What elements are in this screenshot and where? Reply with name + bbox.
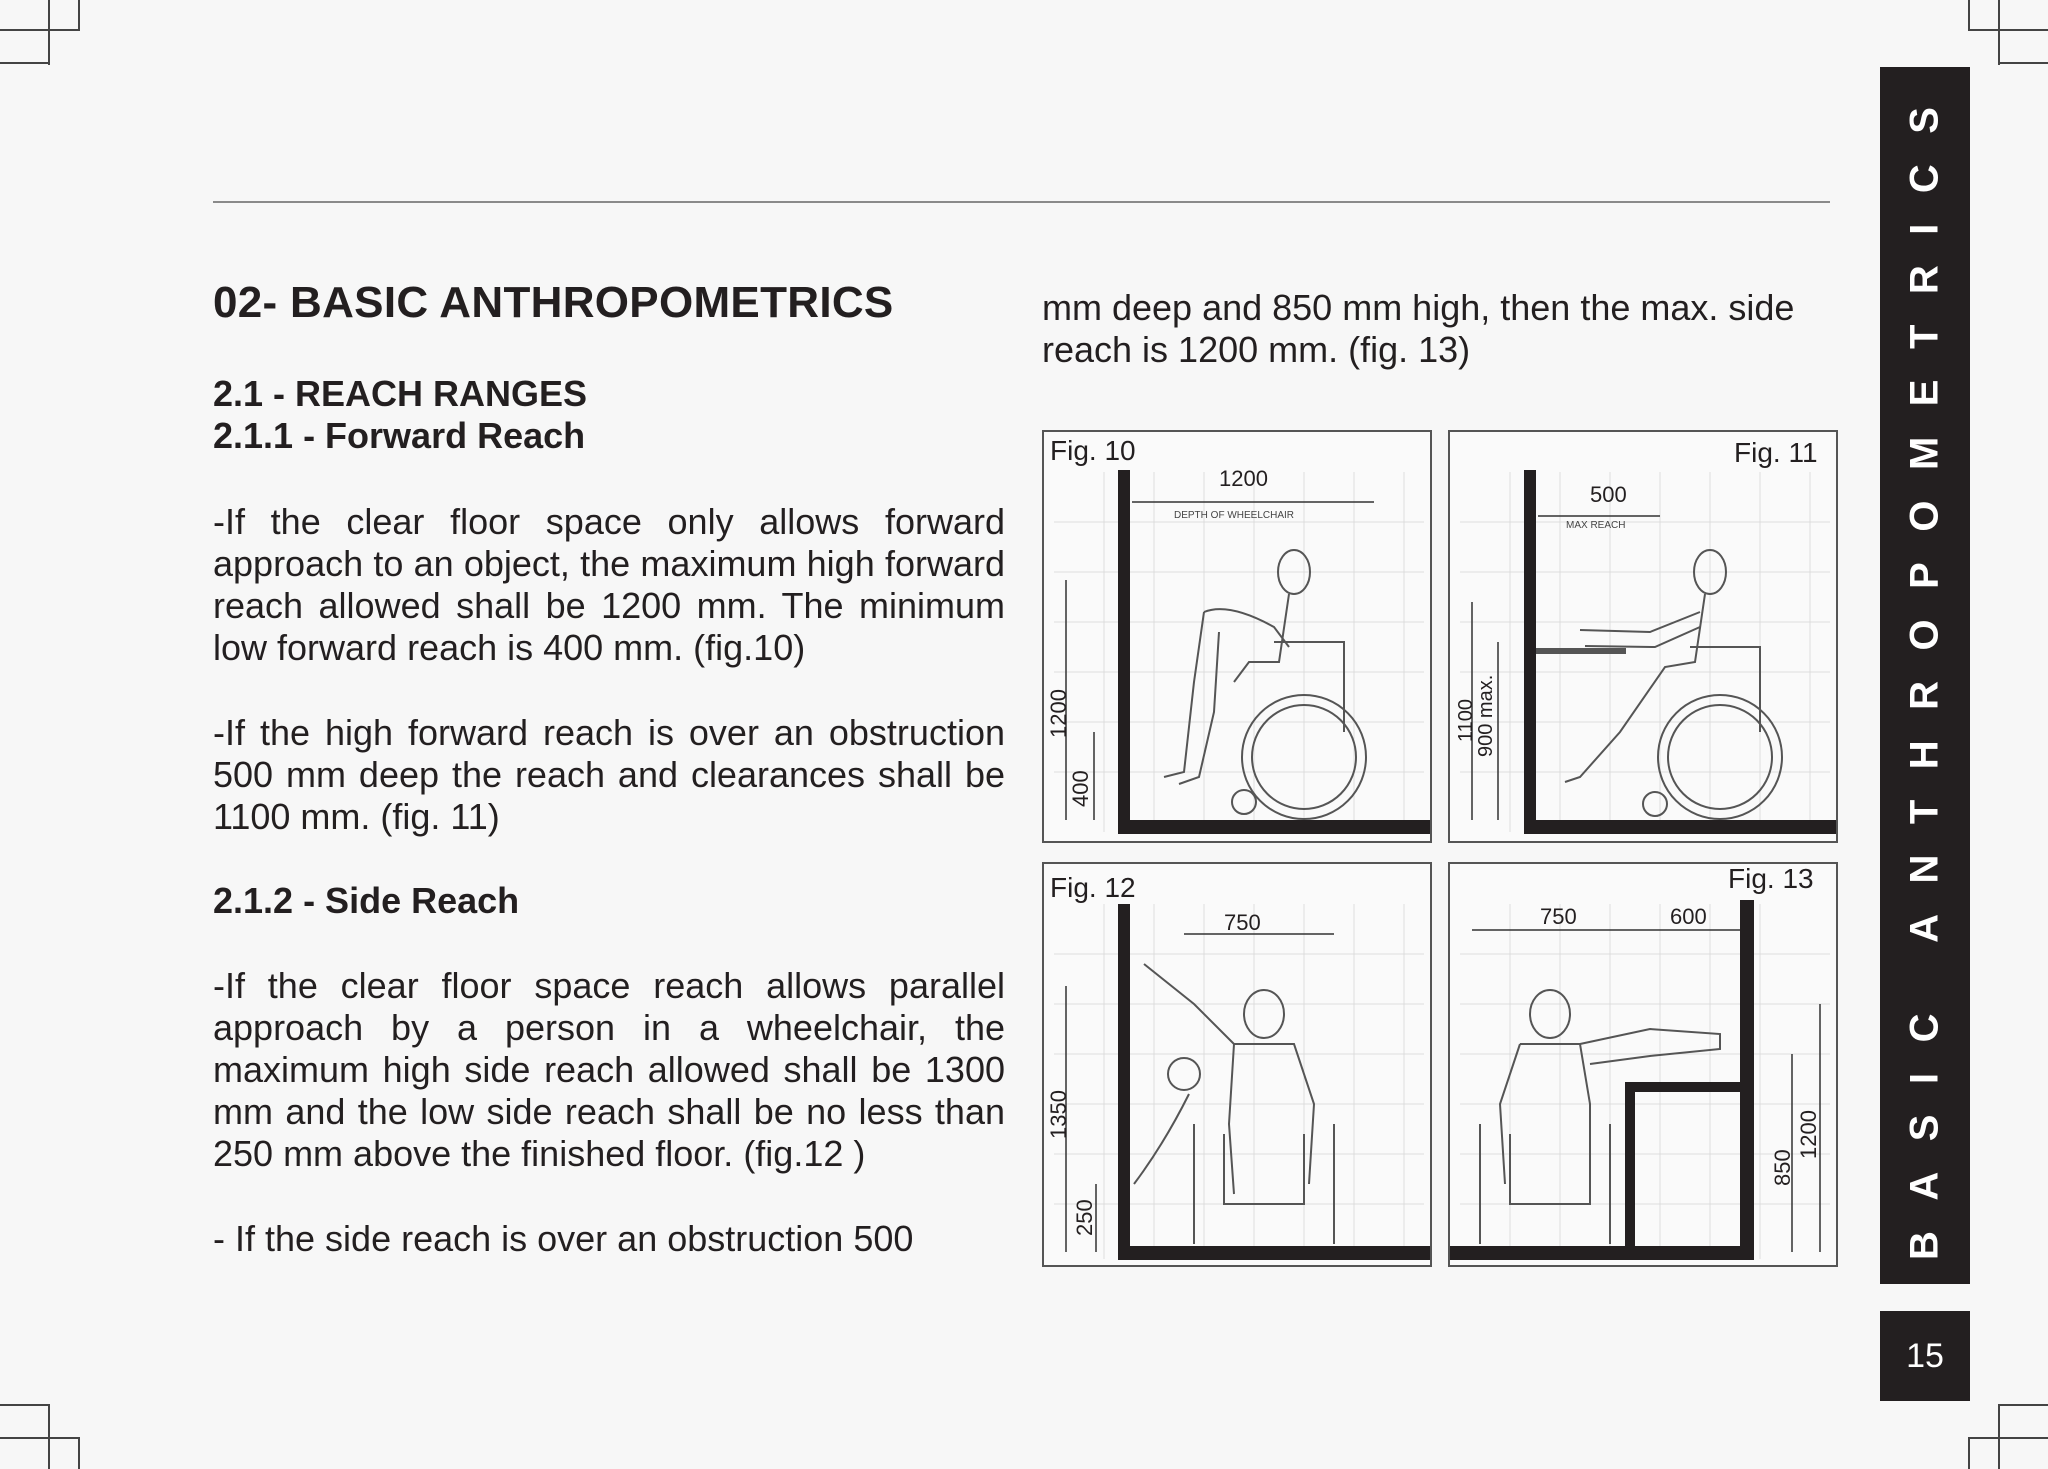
section-heading: 2.1 - REACH RANGES — [213, 373, 588, 414]
wall — [1524, 470, 1536, 832]
crop-mark — [1998, 0, 2000, 65]
crop-mark — [1968, 1437, 1970, 1469]
figure-12-label: Fig. 12 — [1050, 872, 1136, 903]
fig10-dim-top: 1200 — [1219, 466, 1268, 491]
chapter-title: 02- BASIC ANTHROPOMETRICS — [213, 278, 894, 327]
header-rule — [213, 201, 1830, 203]
crop-mark — [1998, 1404, 2000, 1469]
crop-mark — [1968, 1437, 2048, 1439]
crop-mark — [48, 1404, 50, 1469]
sidebar-title: BASIC ANTHROPOMETRICS — [1902, 76, 1947, 1260]
figure-13-label: Fig. 13 — [1728, 864, 1814, 894]
obstruction — [1536, 648, 1626, 654]
wheelchair-user-icon — [1480, 990, 1720, 1244]
fig11-dim-top-note: MAX REACH — [1566, 520, 1626, 531]
grid — [1460, 472, 1830, 832]
fig11-dim-high: 1100 — [1455, 698, 1477, 742]
crop-mark — [0, 62, 48, 64]
fig13-dim-top-a: 750 — [1540, 904, 1577, 929]
crop-mark — [1968, 29, 2048, 31]
grid — [1460, 904, 1830, 1259]
fig11-dim-low: 900 max. — [1475, 674, 1497, 757]
figure-10-label: Fig. 10 — [1050, 435, 1136, 466]
floor — [1450, 1246, 1754, 1260]
figure-10 — [1042, 430, 1432, 843]
figure-13 — [1448, 862, 1838, 1267]
wall — [1118, 904, 1130, 1254]
fig13-dim-top-b: 600 — [1670, 904, 1707, 929]
figure-10-drawing — [1044, 432, 1430, 841]
wheelchair-user-icon — [1565, 550, 1782, 819]
crop-mark — [2000, 62, 2048, 64]
figure-11-label: Fig. 11 — [1734, 437, 1818, 468]
paragraph-forward-1: -If the clear floor space only allows forward approach to an object, the maximum high forward reach allowed shall be 1200 mm. The minimum low forward reach is 400 mm. (fig.10) — [213, 501, 1005, 668]
crop-mark — [48, 0, 50, 65]
subheading-side-reach: 2.1.2 - Side Reach — [213, 880, 520, 921]
floor — [1118, 820, 1430, 834]
floor — [1118, 1246, 1430, 1260]
page-number: 15 — [1880, 1311, 1970, 1401]
obstruction-top — [1625, 1082, 1740, 1092]
grid — [1054, 904, 1424, 1259]
crop-mark — [0, 1437, 78, 1439]
obstruction-side — [1625, 1082, 1635, 1246]
fig10-dim-low: 400 — [1068, 770, 1093, 807]
crop-mark — [2000, 1404, 2048, 1406]
crop-mark — [0, 29, 78, 31]
paragraph-side-2-continued: mm deep and 850 mm high, then the max. side reach is 1200 mm. (fig. 13) — [1042, 287, 1795, 370]
fig13-dim-low: 850 — [1770, 1149, 1795, 1186]
subheading-forward-reach: 2.1.1 - Forward Reach — [213, 415, 586, 456]
figure-12 — [1042, 862, 1432, 1267]
paragraph-side-1: -If the clear floor space reach allows parallel approach by a person in a wheelchair, the maximum high side reach allowed shall be 1300 mm and the low side reach shall be no less than 250 mm above the finished floor. (fig.12 ) — [213, 965, 1005, 1174]
paragraph-side-2: - If the side reach is over an obstruction 500 — [213, 1218, 914, 1259]
paragraph-forward-2: -If the high forward reach is over an obstruction 500 mm deep the reach and clearances shall be 1100 mm. (fig. 11) — [213, 712, 1005, 837]
crop-mark — [78, 0, 80, 31]
wheelchair-user-icon — [1164, 550, 1366, 819]
figure-11-drawing — [1450, 432, 1836, 841]
crop-mark — [1968, 0, 1970, 31]
floor — [1524, 820, 1836, 834]
figure-12-drawing — [1044, 864, 1430, 1265]
crop-mark — [78, 1437, 80, 1469]
grid — [1054, 472, 1424, 832]
wall — [1118, 470, 1130, 832]
crop-mark — [0, 1404, 48, 1406]
fig13-dim-high: 1200 — [1796, 1110, 1821, 1159]
figure-11 — [1448, 430, 1838, 843]
fig12-dim-low: 250 — [1072, 1199, 1097, 1236]
fig12-dim-top: 750 — [1224, 910, 1261, 935]
fig12-dim-high: 1350 — [1046, 1090, 1071, 1139]
fig10-dim-high: 1200 — [1046, 689, 1071, 738]
figure-13-drawing — [1450, 864, 1836, 1265]
fig10-dim-top-note: DEPTH OF WHEELCHAIR — [1174, 510, 1295, 521]
wall — [1740, 900, 1754, 1254]
fig11-dim-top: 500 — [1590, 482, 1627, 507]
